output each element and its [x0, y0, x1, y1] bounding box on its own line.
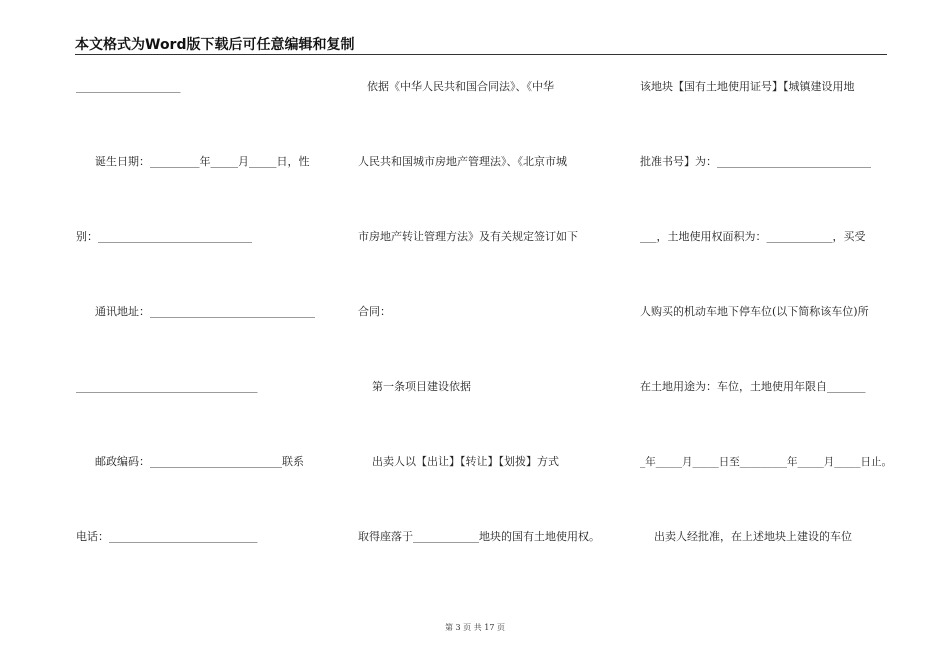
col2-line-5: 第一条项目建设依据	[358, 380, 471, 393]
col1-line-3: 别：____________________________	[76, 230, 252, 243]
col1-line-5: _________________________________	[76, 380, 258, 393]
col3-line-5: 在土地用途为：车位，土地使用年限自_______	[640, 380, 866, 393]
page-number: 第 3 页 共 17 页	[445, 623, 505, 632]
page-header	[75, 36, 887, 55]
col2-line-6: 出卖人以【出让】【转让】【划拨】方式	[358, 455, 559, 468]
col1-line-2: 诞生日期：_________年_____月_____日，性	[88, 155, 310, 168]
col3-line-1: 该地块【国有土地使用证号】【城镇建设用地	[640, 80, 855, 93]
col1-line-4: 通讯地址：______________________________	[88, 305, 315, 318]
col3-line-3: ___，土地使用权面积为：____________，买受	[640, 230, 866, 243]
col2-line-4: 合同：	[358, 305, 391, 318]
col1-line-1: ___________________	[76, 80, 181, 93]
col3-line-7: 出卖人经批准，在上述地块上建设的车位	[640, 530, 852, 543]
col2-line-1: 依据《中华人民共和国合同法》、《中华	[346, 80, 554, 93]
col2-line-3: 市房地产转让管理方法》及有关规定签订如下	[358, 230, 578, 243]
col2-line-7: 取得座落于____________地块的国有土地使用权。	[358, 530, 600, 543]
col1-line-7: 电话：___________________________	[76, 530, 258, 543]
col3-line-6: _年_____月_____日至_________年_____月_____日止。	[640, 456, 892, 468]
col3-line-4: 人购买的机动车地下停车位(以下简称该车位)所	[640, 305, 869, 318]
col2-line-2: 人民共和国城市房地产管理法》、《北京市城	[358, 155, 567, 168]
header-title: 本文格式为Word版下载后可任意编辑和复制	[75, 37, 355, 53]
col1-line-6: 邮政编码：________________________联系	[88, 455, 304, 468]
col3-line-2: 批准书号】为：____________________________	[640, 155, 871, 168]
